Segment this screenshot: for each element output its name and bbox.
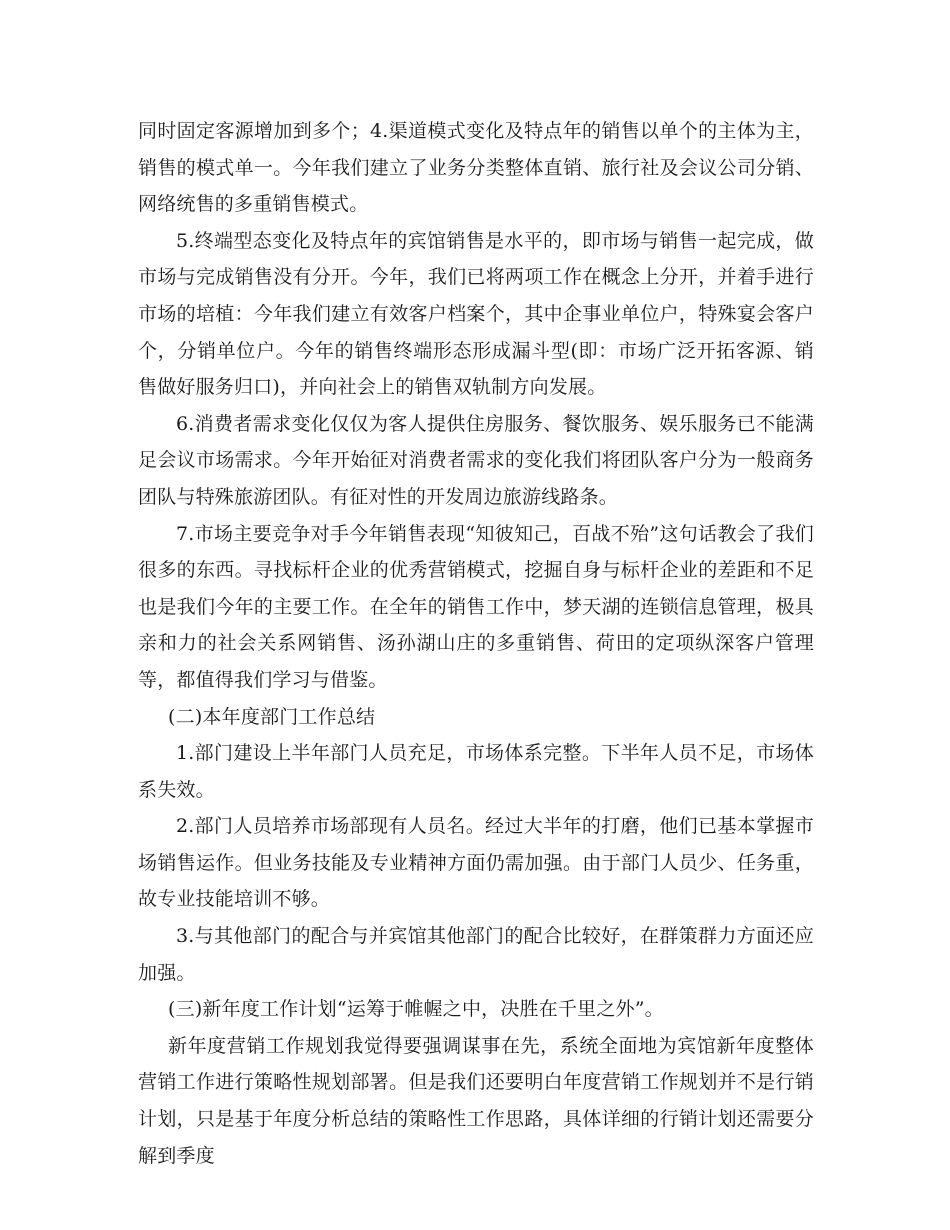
section-heading-2: (二)本年度部门工作总结 [168,705,376,728]
paragraph-continuation: 同时固定客源增加到多个；4.渠道模式变化及特点年的销售以单个的主体为主，销售的模式单一。今年我们建立了业务分类整体直销、旅行社及会议公司分销、网络统售的多重销售模式。 [138,120,814,216]
paragraph-item-6: 6.消费者需求变化仅仅为客人提供住房服务、餐饮服务、娱乐服务已不能满足会议市场需求。今年开始征对消费者需求的变化我们将团队客户分为一般商务团队与特殊旅游团队。有征对性的开发周边旅游线路条。 [138,412,814,508]
paragraph-dept-3: 3.与其他部门的配合与并宾馆其他部门的配合比较好，在群策群力方面还应加强。 [138,925,814,984]
paragraph-item-5: 5.终端型态变化及特点年的宾馆销售是水平的，即市场与销售一起完成，做市场与完成销售没有分开。今年，我们已将两项工作在概念上分开，并着手进行市场的培植：今年我们建立有效客户档案个，其中企事业单位户，特殊宴会客户个，分销单位户。今年的销售终端形态形成漏斗型(即：市场广泛开拓客源、销售做好服务归口)，并向社会上的销售双轨制方向发展。 [138,229,814,399]
paragraph-plan: 新年度营销工作规划我觉得要强调谋事在先，系统全面地为宾馆新年度整体营销工作进行策略性规划部署。但是我们还要明白年度营销工作规划并不是行销计划，只是基于年度分析总结的策略性工作思路，具体详细的行销计划还需要分解到季度 [138,1034,814,1167]
document-body [138,113,814,1174]
paragraph-dept-2: 2.部门人员培养市场部现有人员名。经过大半年的打磨，他们已基本掌握市场销售运作。但业务技能及专业精神方面仍需加强。由于部门人员少、任务重，故专业技能培训不够。 [138,815,814,911]
paragraph-dept-1: 1.部门建设上半年部门人员充足，市场体系完整。下半年人员不足，市场体系失效。 [138,742,814,801]
section-heading-3: (三)新年度工作计划“运筹于帷幄之中，决胜在千里之外”。 [168,998,664,1021]
paragraph-item-7: 7.市场主要竞争对手今年销售表现“知彼知己，百战不殆”这句话教会了我们很多的东西。寻找标杆企业的优秀营销模式，挖掘自身与标杆企业的差距和不足也是我们今年的主要工作。在全年的销售工作中，梦天湖的连锁信息管理，极具亲和力的社会关系网销售、汤孙湖山庄的多重销售、荷田的定项纵深客户管理等，都值得我们学习与借鉴。 [138,522,814,691]
